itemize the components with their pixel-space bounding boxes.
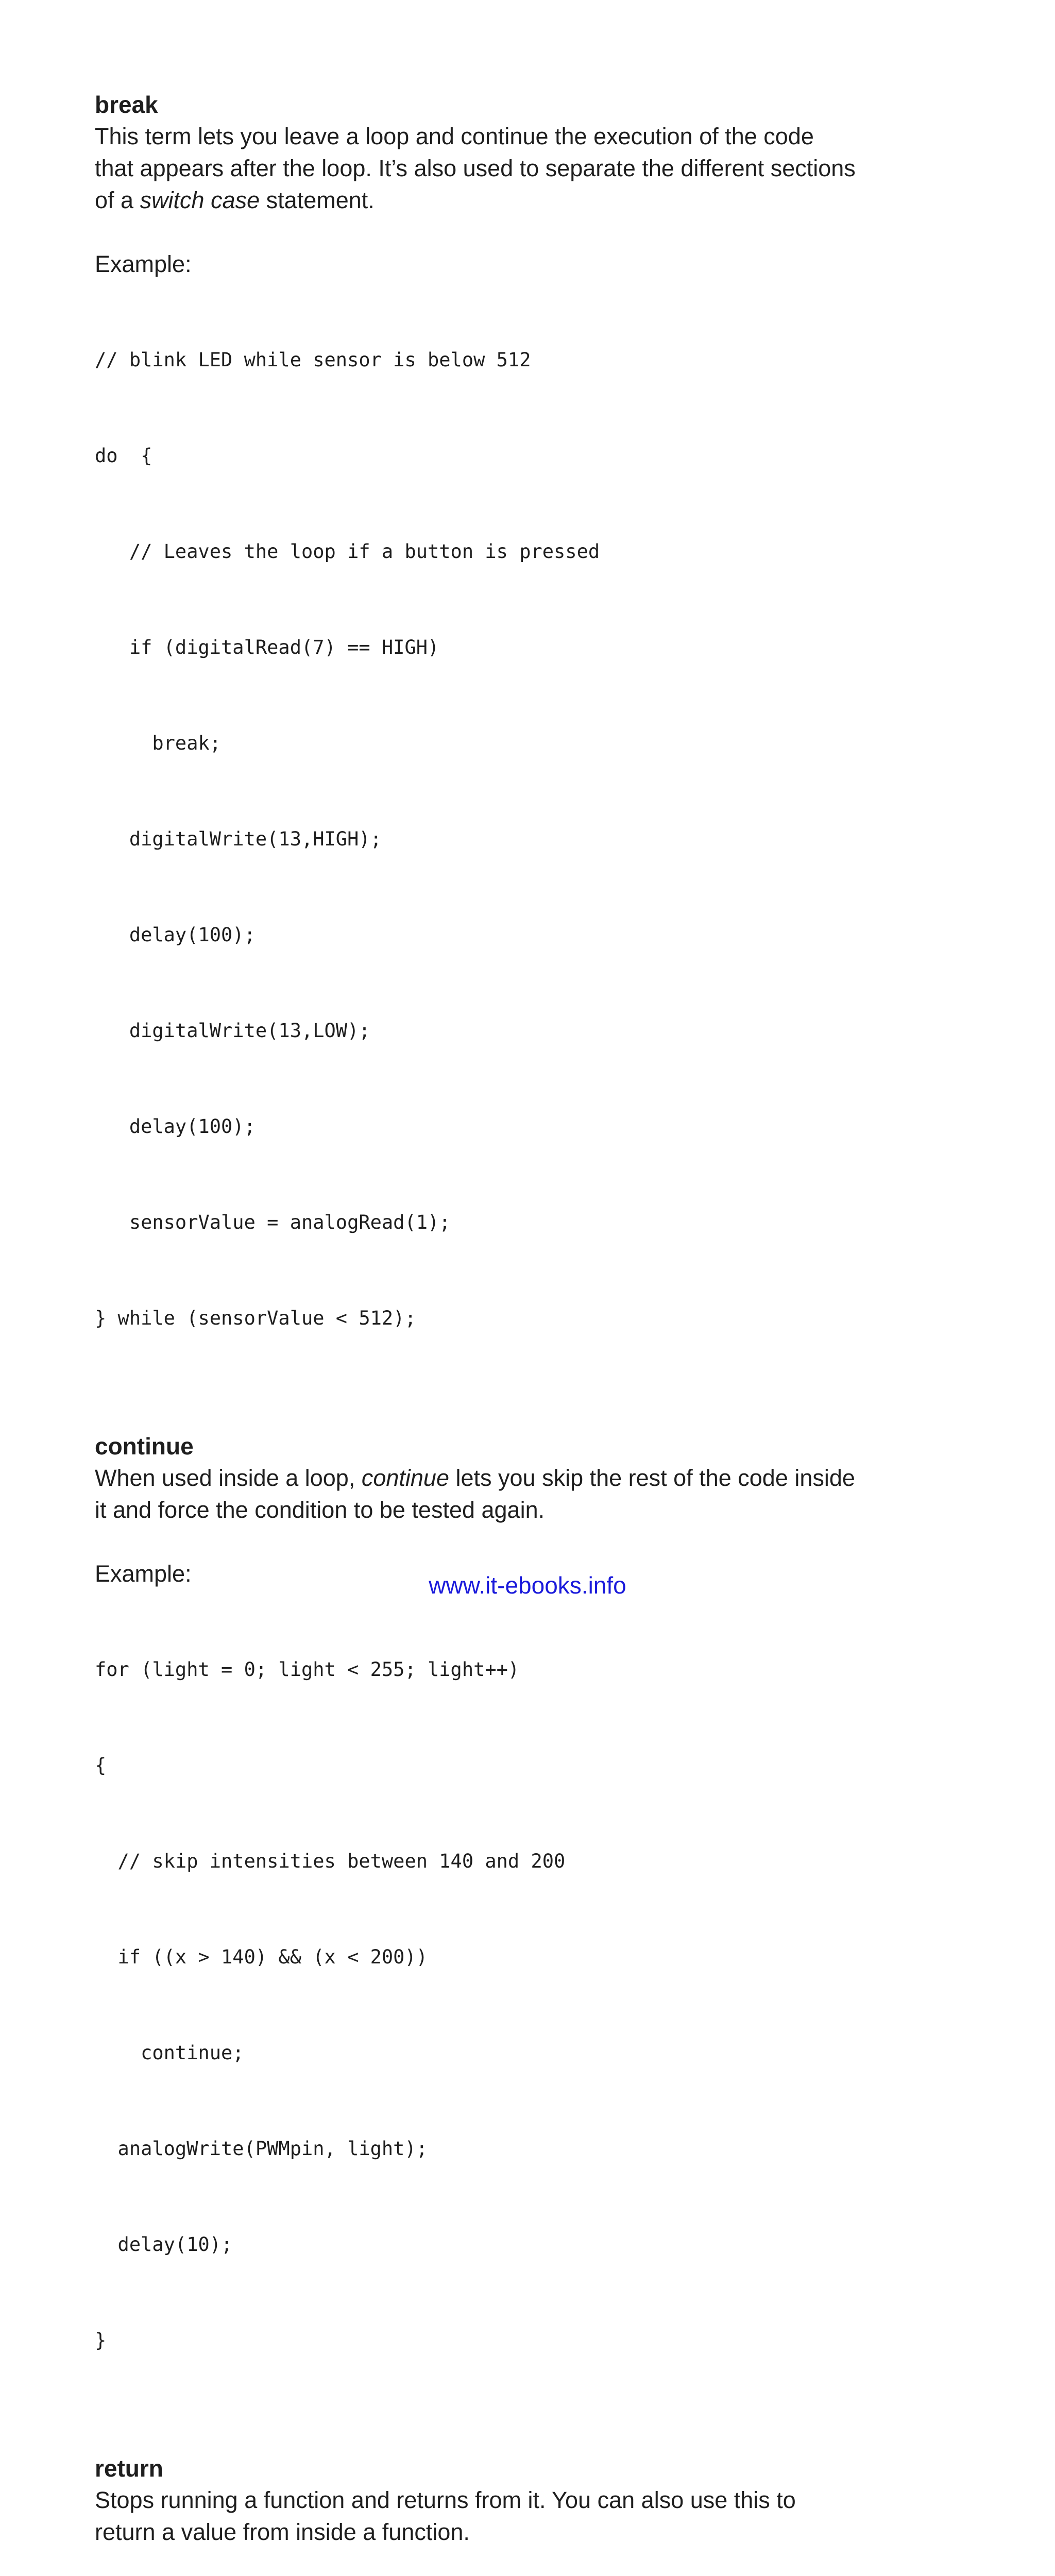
body-line: return a value from inside a function. [95,2519,470,2545]
section-break [95,89,919,1398]
code-line: // Leaves the loop if a button is pressed [95,540,600,563]
code-line: digitalWrite(13,HIGH); [95,828,382,850]
watermark-link[interactable]: www.it-ebooks.info [429,1572,626,1599]
code-line: do { [95,445,152,467]
code-line: if (digitalRead(7) == HIGH) [95,636,439,658]
section-heading: return [95,2455,163,2482]
code-line: for (light = 0; light < 255; light++) [95,1658,520,1681]
code-line: analogWrite(PWMpin, light); [95,2138,428,2160]
code-block [95,280,919,1398]
code-line: // skip intensities between 140 and 200 [95,1850,566,1872]
book-page [95,89,919,2576]
code-block [95,1590,919,2420]
body-line: it and force the condition to be tested again. [95,1497,545,1523]
code-line: // blink LED while sensor is below 512 [95,349,531,371]
code-line: digitalWrite(13,LOW); [95,1020,370,1042]
body-line: This term lets you leave a loop and continue the execution of the code [95,123,814,149]
body-line: Stops running a function and returns from it. You can also use this to [95,2487,796,2513]
code-line: break; [95,732,222,754]
body-line: When used inside a loop, continue lets you skip the rest of the code inside [95,1465,855,1491]
section-return [95,2452,919,2576]
section-heading: continue [95,1433,194,1460]
code-line: { [95,1754,107,1776]
code-line: sensorValue = analogRead(1); [95,1211,451,1233]
body-line: of a switch case statement. [95,187,375,213]
body-line: that appears after the loop. It’s also used to separate the different sections [95,155,856,181]
code-line: } [95,2329,107,2351]
section-heading: break [95,91,158,118]
code-line: continue; [95,2042,244,2064]
code-line: delay(100); [95,924,256,946]
code-line: delay(10); [95,2233,233,2256]
code-line: } while (sensorValue < 512); [95,1307,416,1329]
code-line: delay(100); [95,1115,256,1138]
example-label: Example: [95,1561,192,1587]
code-line: if ((x > 140) && (x < 200)) [95,1946,428,1968]
example-label: Example: [95,251,192,277]
